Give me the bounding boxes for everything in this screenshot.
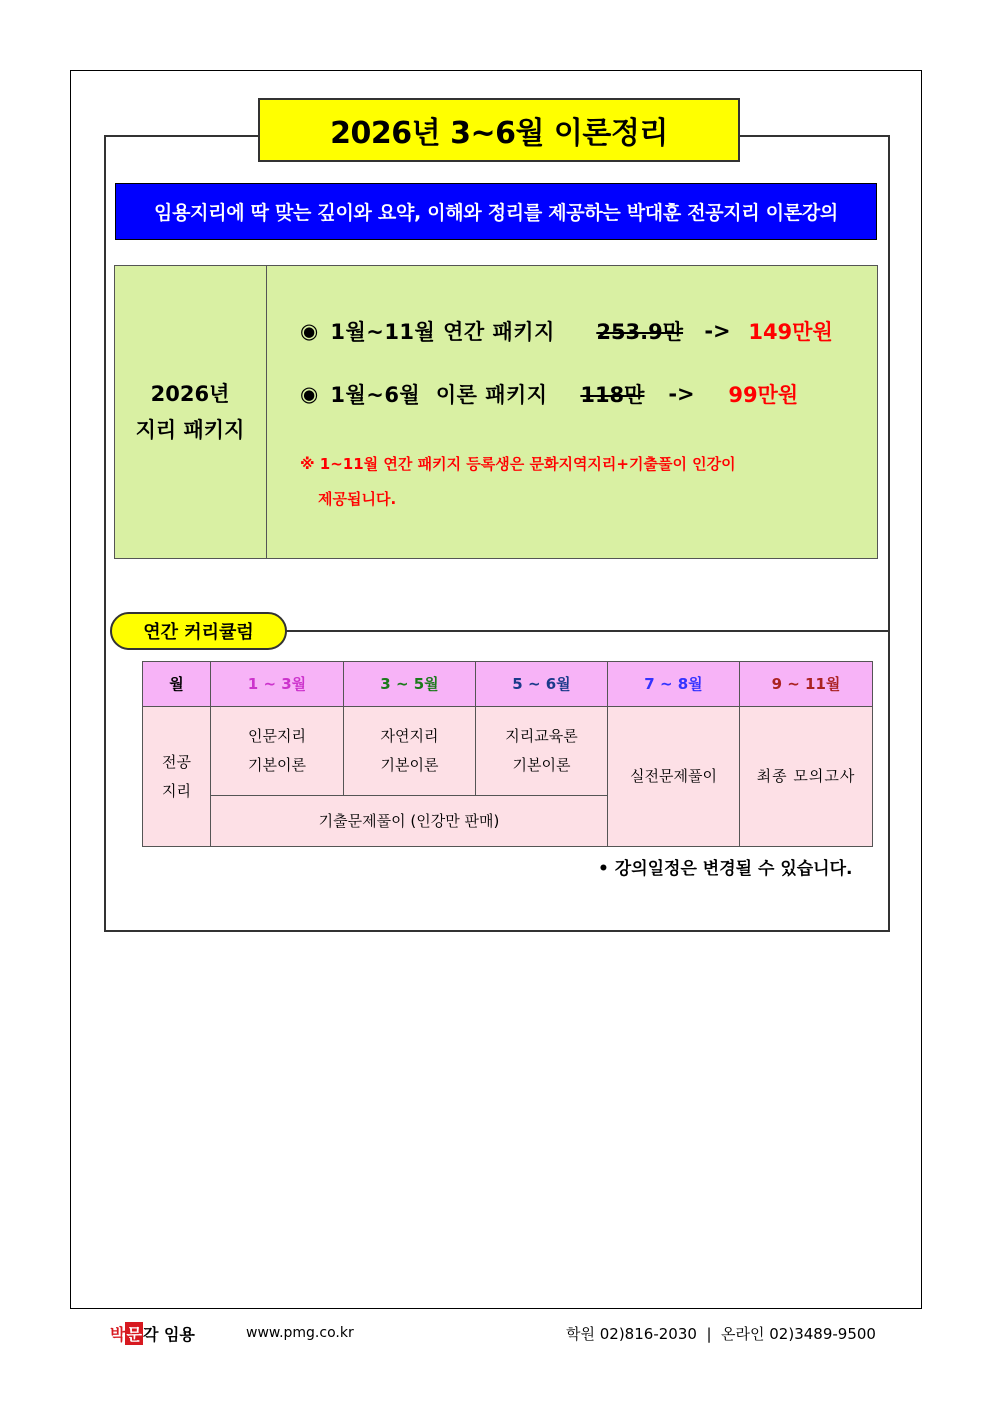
header-may-jun: 5 ~ 6월 [476, 662, 608, 707]
old-price: 253.9만 [596, 320, 684, 344]
logo-text-post: 각 임용 [142, 1325, 195, 1344]
table-row [143, 707, 873, 796]
header-jan-mar: 1 ~ 3월 [211, 662, 344, 707]
package-year: 2026년 [150, 382, 230, 406]
package-heading [114, 265, 267, 559]
cell-final-mock-exam: 최종 모의고사 [740, 707, 873, 847]
header-jul-aug: 7 ~ 8월 [608, 662, 740, 707]
new-price: 149만원 [748, 320, 833, 344]
section-divider [286, 630, 890, 632]
arrow: -> [668, 382, 695, 406]
bullet-icon: ◉ [300, 319, 319, 343]
row-label-line2: 지리 [162, 781, 191, 800]
schedule-notice: • 강의일정은 변경될 수 있습니다. [598, 859, 853, 879]
header-month: 월 [143, 662, 211, 707]
curriculum-table [142, 661, 873, 847]
package-note-line1: ※ 1~11월 연간 패키지 등록생은 문화지역지리+기출풀이 인강이 [300, 455, 736, 473]
arrow: -> [704, 319, 731, 343]
package-note-line2: 제공됩니다. [318, 490, 397, 508]
header-mar-may: 3 ~ 5월 [344, 662, 476, 707]
cell-line2: 기본이론 [380, 756, 439, 774]
package-item-theory [300, 379, 798, 409]
page-title: 2026년 3~6월 이론정리 [258, 98, 740, 162]
logo-seal: 문 [125, 1322, 142, 1345]
package-name: 지리 패키지 [135, 418, 245, 442]
header-sep-nov: 9 ~ 11월 [740, 662, 873, 707]
cell-line1: 자연지리 [380, 727, 439, 745]
table-header-row [143, 662, 873, 707]
cell-practice-problems: 실전문제풀이 [608, 707, 740, 847]
bullet-icon: ◉ [300, 382, 319, 406]
cell-line2: 기본이론 [512, 756, 571, 774]
cell-human-geography [211, 707, 344, 796]
row-label [143, 707, 211, 847]
cell-past-exam-problems: 기출문제풀이 (인강만 판매) [211, 796, 608, 847]
package-item-annual [300, 316, 833, 346]
package-label: 1월~11월 연간 패키지 [330, 320, 555, 344]
cell-physical-geography [344, 707, 476, 796]
footer-contact: 학원 02)816-2030 | 온라인 02)3489-9500 [566, 1325, 876, 1343]
old-price: 118만 [580, 383, 645, 407]
footer-url: www.pmg.co.kr [246, 1325, 354, 1341]
package-label: 1월~6월 이론 패키지 [330, 383, 548, 407]
new-price: 99만원 [728, 383, 799, 407]
logo-text-pre: 박 [110, 1325, 126, 1344]
cell-geography-education [476, 707, 608, 796]
footer-logo [110, 1322, 195, 1345]
cell-line2: 기본이론 [248, 756, 306, 774]
cell-line1: 인문지리 [248, 727, 306, 745]
curriculum-label: 연간 커리큘럼 [110, 612, 287, 650]
subtitle-banner: 임용지리에 딱 맞는 깊이와 요약, 이해와 정리를 제공하는 박대훈 전공지리 이론강의 [115, 183, 877, 240]
cell-line1: 지리교육론 [505, 727, 578, 745]
row-label-line1: 전공 [162, 752, 191, 771]
